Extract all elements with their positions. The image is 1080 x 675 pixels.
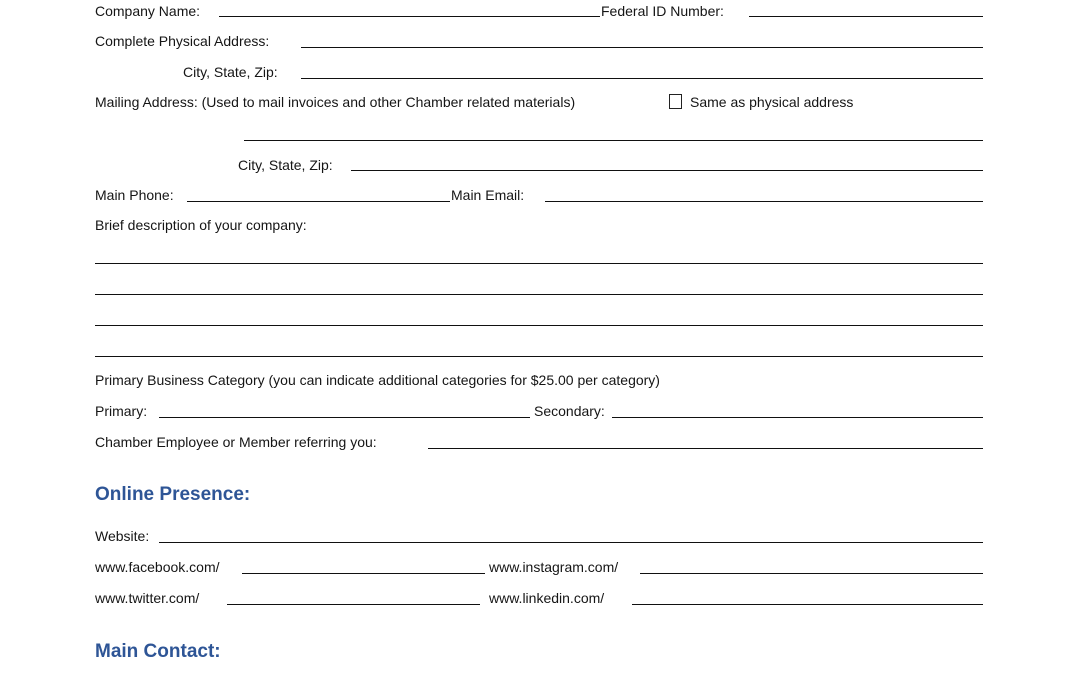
website-label: Website: bbox=[95, 528, 150, 544]
secondary-category-label: Secondary: bbox=[534, 403, 605, 419]
website-field[interactable] bbox=[159, 542, 983, 543]
company-name-label: Company Name: bbox=[95, 3, 201, 19]
same-as-physical-checkbox[interactable] bbox=[669, 94, 682, 109]
linkedin-field[interactable] bbox=[632, 604, 983, 605]
city-state-zip-field[interactable] bbox=[301, 78, 983, 79]
twitter-field[interactable] bbox=[227, 604, 480, 605]
online-presence-heading: Online Presence: bbox=[95, 484, 251, 505]
mailing-address-label: Mailing Address: (Used to mail invoices and other Chamber related materials) bbox=[95, 94, 576, 110]
referral-field[interactable] bbox=[428, 448, 983, 449]
linkedin-label: www.linkedin.com/ bbox=[489, 590, 605, 606]
instagram-label: www.instagram.com/ bbox=[489, 559, 619, 575]
referral-label: Chamber Employee or Member referring you: bbox=[95, 434, 377, 450]
business-category-heading: Primary Business Category (you can indicate additional categories for $25.00 per category) bbox=[95, 372, 660, 388]
primary-category-label: Primary: bbox=[95, 403, 148, 419]
federal-id-field[interactable] bbox=[749, 16, 983, 17]
facebook-field[interactable] bbox=[242, 573, 485, 574]
instagram-field[interactable] bbox=[640, 573, 983, 574]
company-name-field[interactable] bbox=[219, 16, 600, 17]
main-phone-field[interactable] bbox=[187, 201, 450, 202]
description-line-1[interactable] bbox=[95, 263, 983, 264]
federal-id-label: Federal ID Number: bbox=[601, 3, 724, 19]
description-line-3[interactable] bbox=[95, 325, 983, 326]
same-as-physical-label: Same as physical address bbox=[690, 94, 854, 110]
primary-category-field[interactable] bbox=[159, 417, 530, 418]
mailing-city-state-zip-label: City, State, Zip: bbox=[238, 157, 333, 173]
main-contact-heading: Main Contact: bbox=[95, 641, 221, 662]
mailing-address-field[interactable] bbox=[244, 140, 983, 141]
main-phone-label: Main Phone: bbox=[95, 187, 174, 203]
description-line-2[interactable] bbox=[95, 294, 983, 295]
description-line-4[interactable] bbox=[95, 356, 983, 357]
description-label: Brief description of your company: bbox=[95, 217, 307, 233]
physical-address-label: Complete Physical Address: bbox=[95, 33, 270, 49]
secondary-category-field[interactable] bbox=[612, 417, 983, 418]
mailing-city-state-zip-field[interactable] bbox=[351, 170, 983, 171]
main-email-field[interactable] bbox=[545, 201, 983, 202]
main-email-label: Main Email: bbox=[451, 187, 525, 203]
physical-address-field[interactable] bbox=[301, 47, 983, 48]
twitter-label: www.twitter.com/ bbox=[95, 590, 200, 606]
city-state-zip-label: City, State, Zip: bbox=[183, 64, 278, 80]
facebook-label: www.facebook.com/ bbox=[95, 559, 220, 575]
